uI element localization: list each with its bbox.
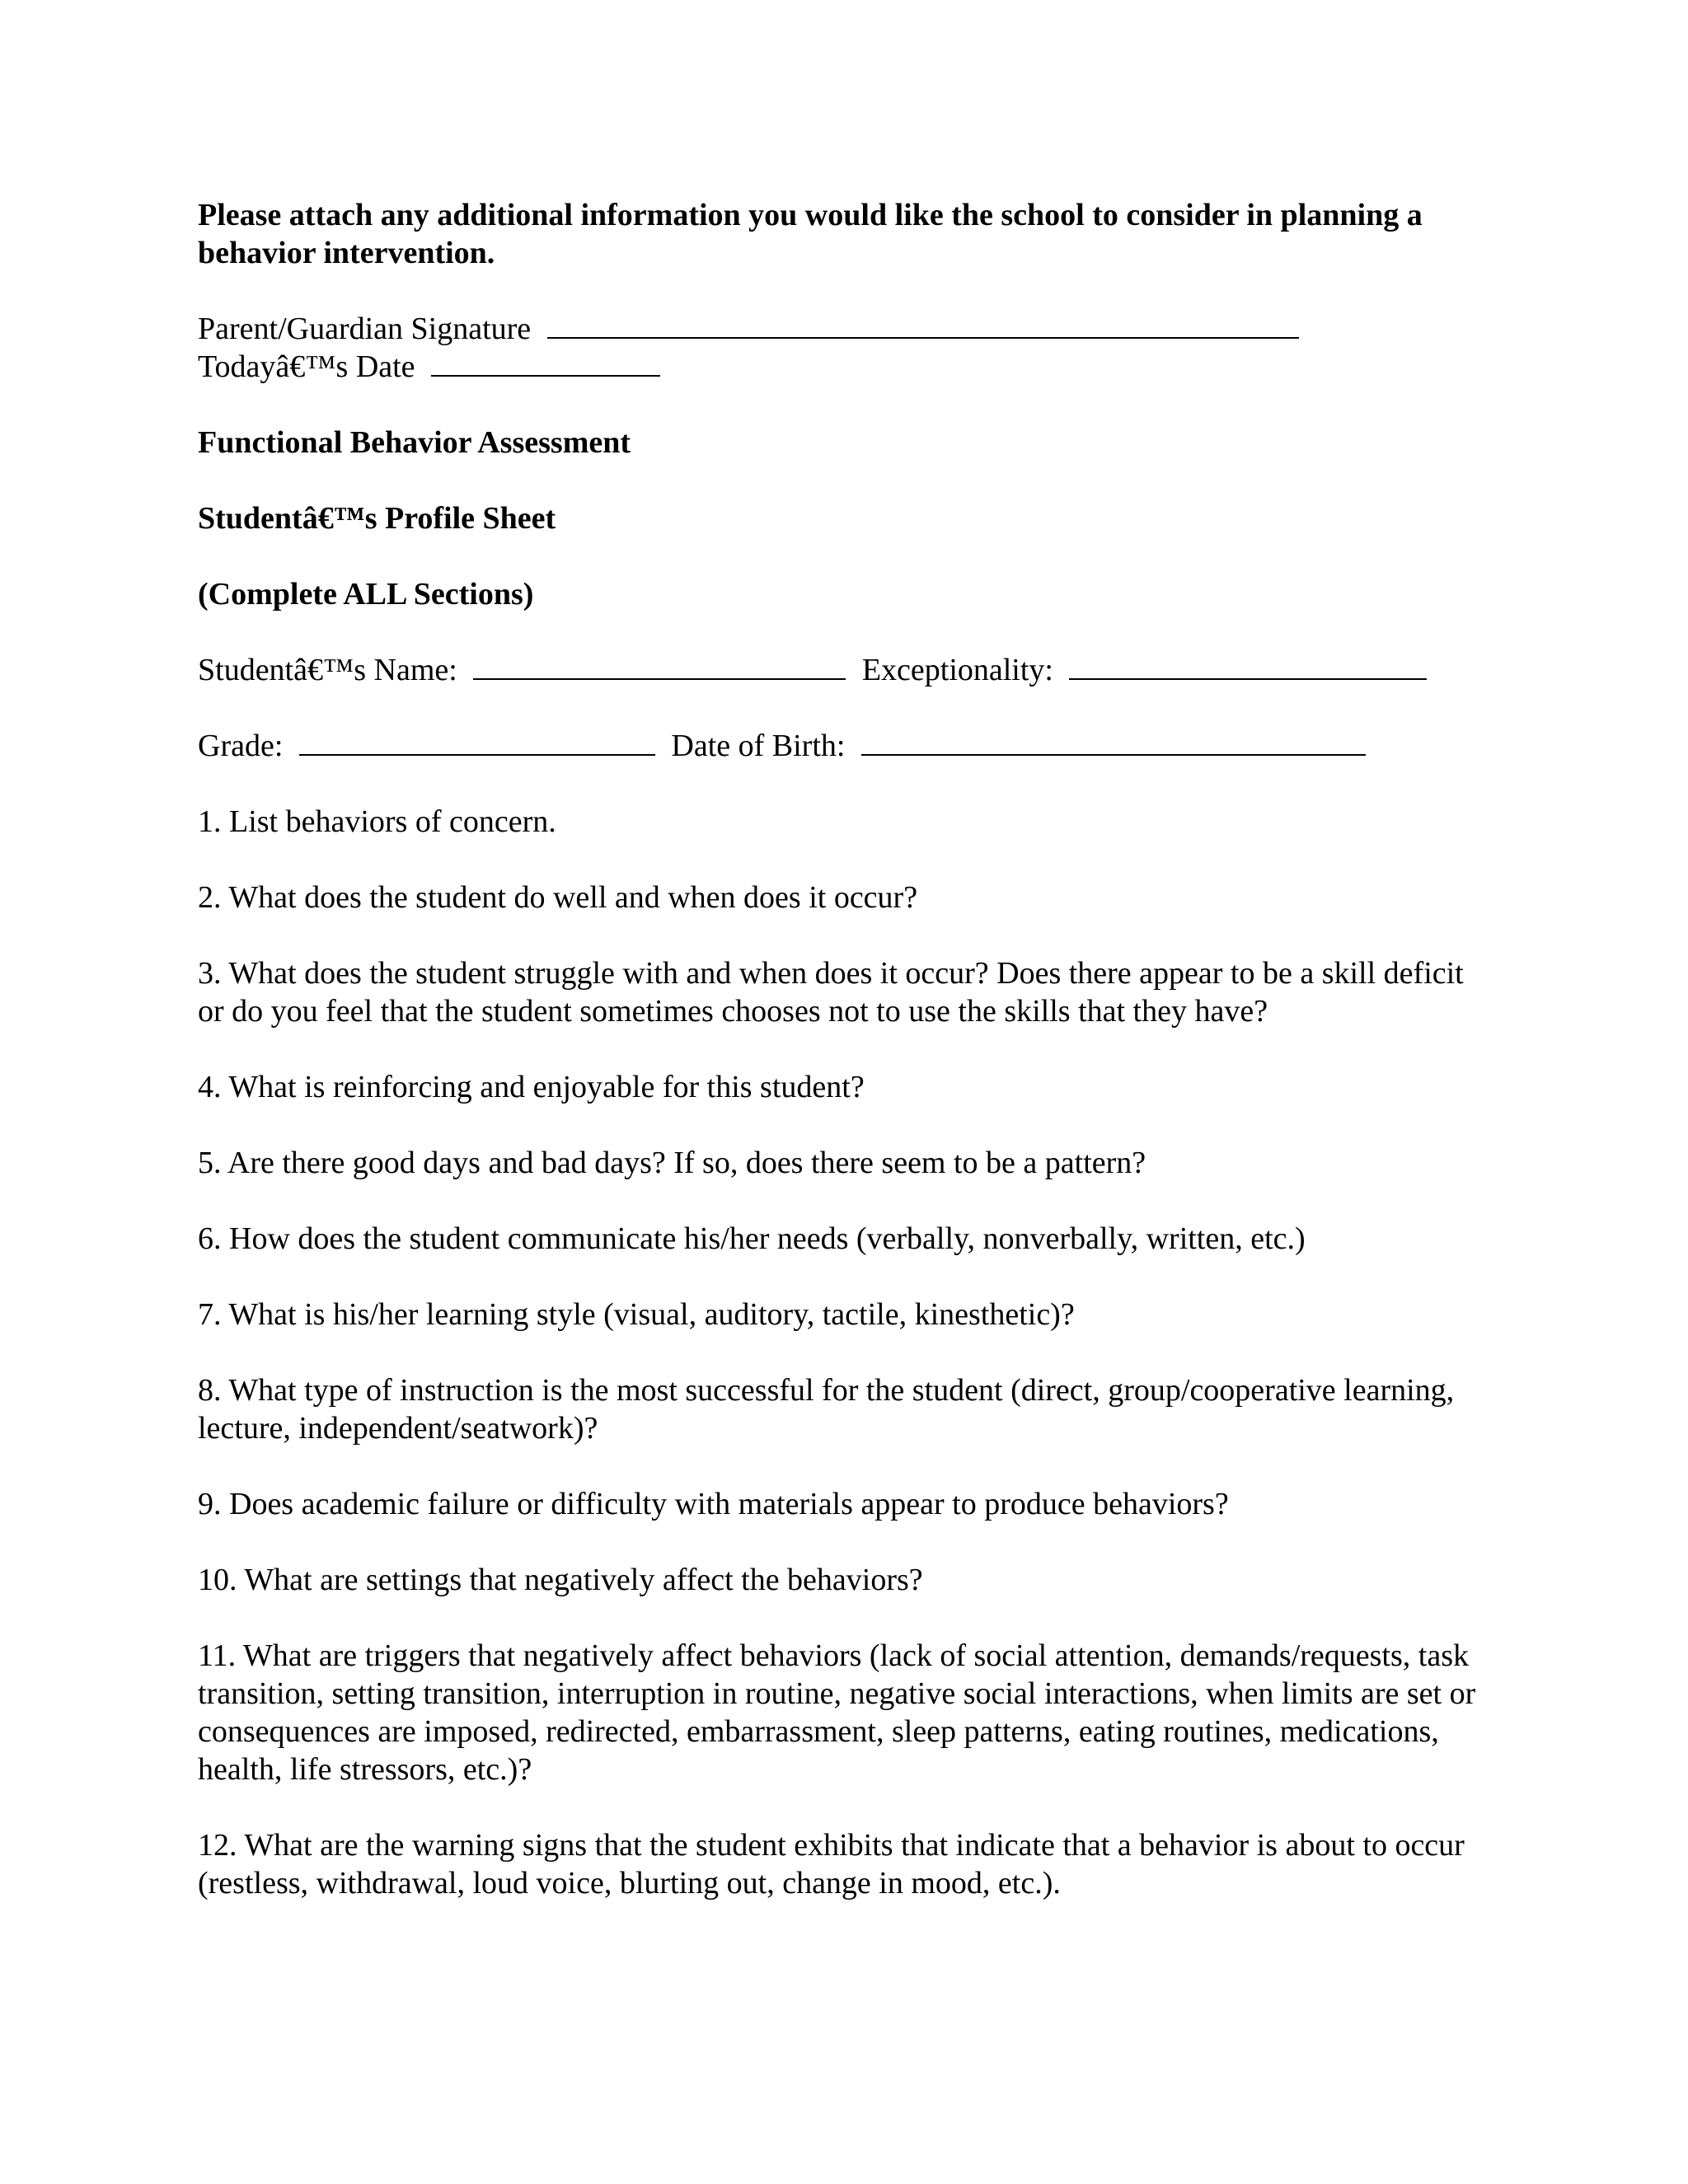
question-9: 9. Does academic failure or difficulty with materials appear to produce behaviors?: [198, 1487, 1229, 1521]
date-row: [198, 348, 1484, 386]
question-4: 4. What is reinforcing and enjoyable for this student?: [198, 1070, 865, 1104]
intro-instruction: Please attach any additional information you would like the school to consider in planning a behavior intervention.: [198, 198, 1423, 270]
grade-dob-row: [198, 727, 1484, 765]
grade-label: Grade:: [198, 729, 284, 763]
student-name-label: Studentâ€™s Name:: [198, 653, 457, 687]
question-1: 1. List behaviors of concern.: [198, 804, 556, 839]
question-7: 7. What is his/her learning style (visual, auditory, tactile, kinesthetic)?: [198, 1297, 1075, 1332]
heading-functional-behavior-assessment: Functional Behavior Assessment: [198, 425, 631, 460]
date-blank-line[interactable]: [431, 349, 660, 377]
question-3: 3. What does the student struggle with and when does it occur? Does there appear to be a skill deficit or do you feel that the student sometimes chooses not to use the skills that they have?: [198, 956, 1464, 1029]
question-8: 8. What type of instruction is the most successful for the student (direct, group/cooperative learning, lecture, independent/seatwork)?: [198, 1373, 1455, 1446]
document-body: [198, 196, 1484, 1902]
signature-label: Parent/Guardian Signature: [198, 312, 532, 346]
signature-block: [198, 310, 1484, 386]
signature-row: [198, 310, 1484, 348]
heading-student-profile-sheet: Studentâ€™s Profile Sheet: [198, 501, 556, 536]
dob-label: Date of Birth:: [671, 729, 846, 763]
exceptionality-label: Exceptionality:: [861, 653, 1053, 687]
grade-blank-line[interactable]: [299, 728, 655, 756]
question-10: 10. What are settings that negatively affect the behaviors?: [198, 1563, 923, 1597]
question-2: 2. What does the student do well and when does it occur?: [198, 880, 918, 915]
student-name-row: [198, 651, 1484, 689]
signature-blank-line[interactable]: [547, 311, 1299, 339]
exceptionality-blank-line[interactable]: [1069, 652, 1427, 680]
question-12: 12. What are the warning signs that the student exhibits that indicate that a behavior is about to occur (restless, withdrawal, loud voice, blurting out, change in mood, etc.).: [198, 1828, 1465, 1900]
question-6: 6. How does the student communicate his/her needs (verbally, nonverbally, written, etc.): [198, 1221, 1306, 1256]
date-label: Todayâ€™s Date: [198, 349, 415, 384]
dob-blank-line[interactable]: [861, 728, 1366, 756]
question-5: 5. Are there good days and bad days? If so, does there seem to be a pattern?: [198, 1146, 1146, 1180]
heading-complete-all-sections: (Complete ALL Sections): [198, 577, 534, 612]
question-11: 11. What are triggers that negatively affect behaviors (lack of social attention, demands/requests, task transition, setting transition, interruption in routine, negative social interactions, when limits are set or consequences are imposed, redirected, embarrassment, sleep patterns, eating routines, medications, health, life stressors, etc.)?: [198, 1638, 1476, 1787]
student-name-blank-line[interactable]: [473, 652, 846, 680]
